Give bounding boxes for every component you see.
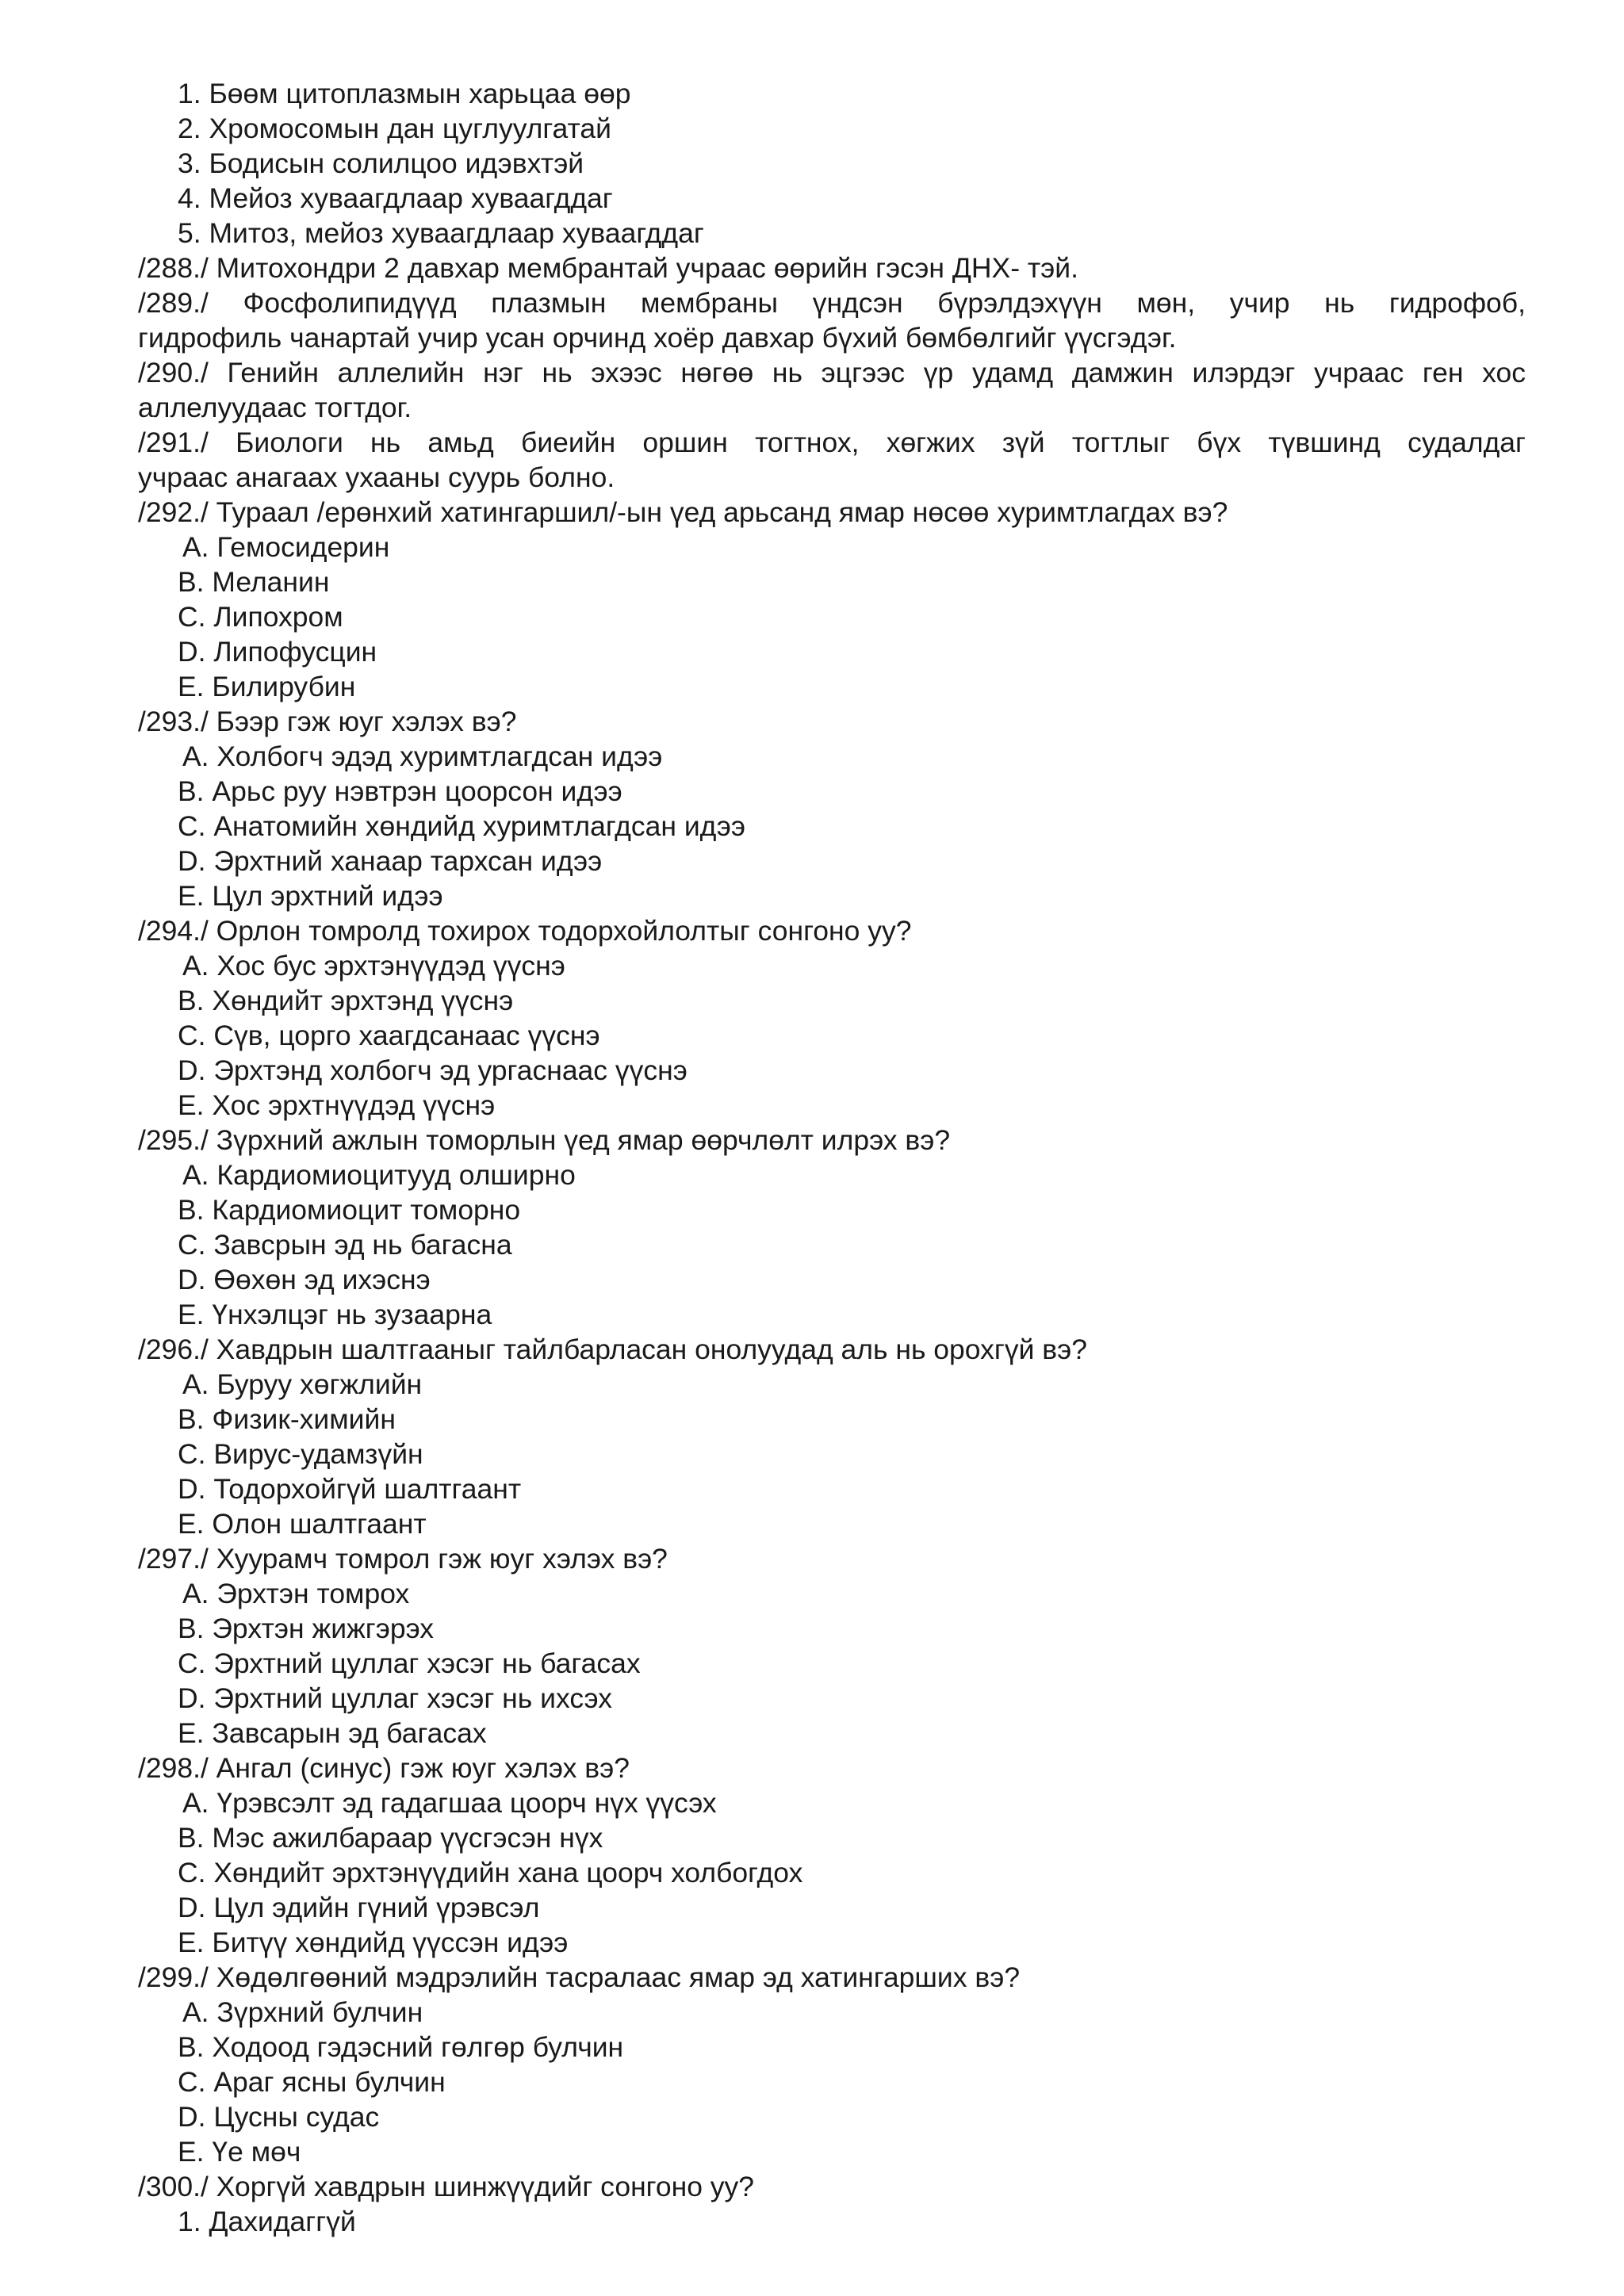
statement-291-line-1: /291./ Биологи нь амьд биеийн оршин тогтнох, хөгжих зүй тогтлыг бүх түвшинд судалдаг — [138, 427, 1526, 458]
option-d: D. Эрхтний цуллаг хэсэг нь ихсэх — [178, 1682, 612, 1714]
question-297 — [138, 1541, 1526, 1751]
option-b: B. Меланин — [178, 566, 330, 598]
option-e: E. Үе мөч — [178, 2136, 301, 2168]
question-text: /300./ Хоргүй хавдрын шинжүүдийг сонгоно уу? — [138, 2171, 755, 2202]
option-c: C. Анатомийн хөндийд хуримтлагдсан идээ — [178, 810, 746, 842]
option-a: A. Үрэвсэлт эд гадагшаа цоорч нүх үүсэх — [182, 1787, 717, 1819]
option-c: C. Араг ясны булчин — [178, 2066, 446, 2098]
option-b: B. Мэс ажилбараар үүсгэсэн нүх — [178, 1822, 603, 1854]
option-a: A. Холбогч эдэд хуримтлагдсан идээ — [182, 740, 663, 772]
option-b: B. Физик-химийн — [178, 1403, 396, 1435]
option-c: C. Вирус-удамзүйн — [178, 1438, 423, 1470]
statement-288: /288./ Митохондри 2 давхар мембрантай учраас өөрийн гэсэн ДНХ- тэй. — [138, 252, 1078, 284]
list-item: 1. Бөөм цитоплазмын харьцаа өөр — [178, 78, 631, 109]
list-item: 2. Хромосомын дан цуглуулгатай — [178, 113, 611, 144]
statement-291-line-2: учраас анагаах ухааны суурь болно. — [138, 461, 615, 493]
question-294 — [138, 913, 1526, 1123]
option-e: E. Завсарын эд багасах — [178, 1717, 487, 1749]
question-text: /294./ Орлон томролд тохирох тодорхойлолтыг сонгоно уу? — [138, 915, 912, 947]
option-b: B. Кардиомиоцит томорно — [178, 1194, 521, 1226]
statement-290-line-2: аллелуудаас тогтдог. — [138, 392, 412, 423]
option-d: D. Цусны судас — [178, 2101, 380, 2133]
option-d: D. Липофусцин — [178, 636, 377, 668]
list-item: 4. Мейоз хуваагдлаар хуваагддаг — [178, 182, 613, 214]
option-e: E. Битүү хөндийд үүссэн идээ — [178, 1927, 569, 1958]
option-c: C. Липохром — [178, 601, 343, 633]
list-item: 1. Дахидаггүй — [178, 2206, 356, 2237]
option-b: B. Хөндийт эрхтэнд үүснэ — [178, 985, 514, 1016]
option-c: C. Завсрын эд нь багасна — [178, 1229, 512, 1261]
option-e: E. Хос эрхтнүүдэд үүснэ — [178, 1089, 496, 1121]
question-text: /299./ Хөдөлгөөний мэдрэлийн тасралаас ямар эд хатингарших вэ? — [138, 1961, 1021, 1993]
option-a: A. Зүрхний булчин — [182, 1996, 423, 2028]
question-299 — [138, 1960, 1526, 2169]
question-296 — [138, 1332, 1526, 1541]
option-e: E. Олон шалтгаант — [178, 1508, 427, 1540]
document-page — [138, 76, 1526, 2239]
question-295 — [138, 1123, 1526, 1332]
option-e: E. Билирубин — [178, 671, 356, 702]
question-text: /295./ Зүрхний ажлын томорлын үед ямар өөрчлөлт илрэх вэ? — [138, 1124, 951, 1156]
question-293 — [138, 704, 1526, 913]
option-d: D. Эрхтэнд холбогч эд ургаснаас үүснэ — [178, 1054, 688, 1086]
question-text: /292./ Тураал /ерөнхий хатингаршил/-ын үед арьсанд ямар нөсөө хуримтлагдах вэ? — [138, 496, 1228, 528]
statement-289-line-2: гидрофиль чанартай учир усан орчинд хоёр давхар бүхий бөмбөлгийг үүсгэдэг. — [138, 322, 1177, 354]
answer-list — [138, 76, 1526, 251]
option-a: A. Гемосидерин — [182, 531, 390, 563]
option-b: B. Эрхтэн жижгэрэх — [178, 1613, 435, 1644]
list-item: 3. Бодисын солилцоо идэвхтэй — [178, 147, 584, 179]
question-300 — [138, 2169, 1526, 2239]
option-c: C. Хөндийт эрхтэнүүдийн хана цоорч холбогдох — [178, 1857, 803, 1888]
option-b: B. Арьс руу нэвтрэн цоорсон идээ — [178, 775, 622, 807]
question-text: /293./ Бээр гэж юуг хэлэх вэ? — [138, 706, 517, 737]
question-292 — [138, 495, 1526, 704]
statement-289-line-1: /289./ Фосфолипидүүд плазмын мембраны үндсэн бүрэлдэхүүн мөн, учир нь гидрофоб, — [138, 287, 1526, 319]
statement-290-line-1: /290./ Генийн аллелийн нэг нь эхээс нөгөө нь эцгээс үр удамд дамжин илэрдэг учраас ген хос — [138, 357, 1526, 388]
option-d: D. Өөхөн эд ихэснэ — [178, 1264, 431, 1295]
option-a: A. Буруу хөгжлийн — [182, 1368, 423, 1400]
list-item: 5. Митоз, мейоз хуваагдлаар хуваагддаг — [178, 217, 704, 249]
question-298 — [138, 1751, 1526, 1960]
option-d: D. Эрхтний ханаар тархсан идээ — [178, 845, 603, 877]
option-e: E. Цул эрхтний идээ — [178, 880, 443, 912]
option-e: E. Үнхэлцэг нь зузаарна — [178, 1299, 492, 1330]
option-c: C. Сүв, цорго хаагдсанаас үүснэ — [178, 1020, 600, 1051]
question-text: /298./ Ангал (синус) гэж юуг хэлэх вэ? — [138, 1752, 630, 1784]
question-text: /297./ Хуурамч томрол гэж юуг хэлэх вэ? — [138, 1543, 668, 1575]
option-c: C. Эрхтний цуллаг хэсэг нь багасах — [178, 1647, 641, 1679]
question-text: /296./ Хавдрын шалтгааныг тайлбарласан онолуудад аль нь орохгүй вэ? — [138, 1334, 1087, 1365]
option-a: A. Кардиомиоцитууд олширно — [182, 1159, 576, 1191]
option-b: B. Ходоод гэдэсний гөлгөр булчин — [178, 2031, 624, 2063]
option-d: D. Тодорхойгүй шалтгаант — [178, 1473, 522, 1505]
option-a: A. Эрхтэн томрох — [182, 1578, 410, 1609]
option-a: A. Хос бус эрхтэнүүдэд үүснэ — [182, 950, 565, 982]
option-d: D. Цул эдийн гүний үрэвсэл — [178, 1892, 540, 1923]
